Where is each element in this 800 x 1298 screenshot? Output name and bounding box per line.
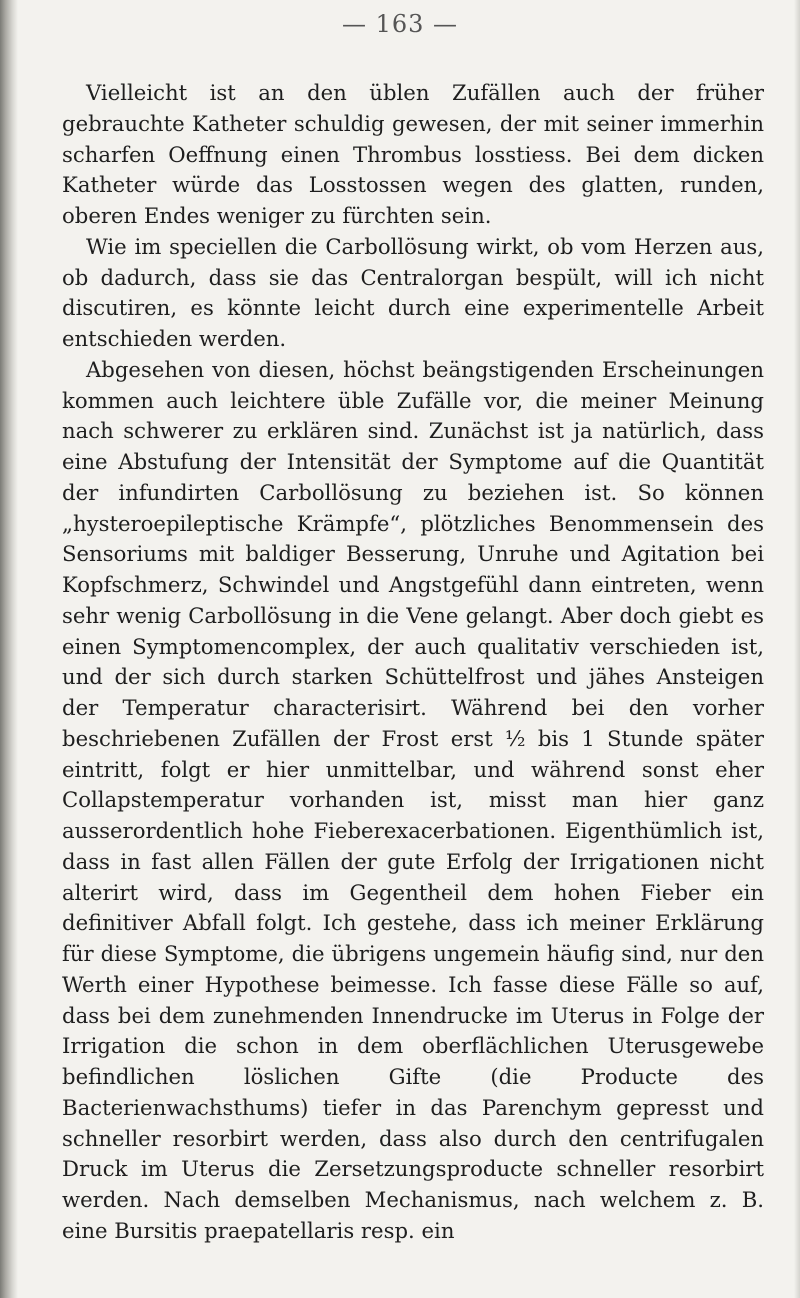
page-number: — 163 — [341,10,459,38]
paragraph-1: Vielleicht ist an den üblen Zufällen auch der früher gebrauchte Katheter schuldig gewesen, der mit seiner immerhin scharfen Oeffnung einen Thrombus losstiess. Bei dem dicken Katheter würde das Losstossen wegen des glatten, runden, oberen Endes weniger zu fürchten sein. [62,80,764,228]
page-edge [794,0,800,1298]
body-text [62,78,764,1247]
paragraph-3: Abgesehen von diesen, höchst beängstigenden Erscheinungen kommen auch leichtere üble Zufälle vor, die meiner Meinung nach schwerer zu erklären sind. Zunächst ist ja natürlich, dass eine Abstufung der Intensität der Symptome auf die Quantität der infundirten Carbollösung zu beziehen ist. So können „hysteroepileptische Krämpfe“, plötzliches Benommensein des Sensoriums mit baldiger Besserung, Unruhe und Agitation bei Kopfschmerz, Schwindel und Angstgefühl dann eintreten, wenn sehr wenig Carbollösung in die Vene gelangt. Aber doch giebt es einen Symptomencomplex, der auch qualitativ verschieden ist, und der sich durch starken Schüttelfrost und jähes Ansteigen der Temperatur characterisirt. Während bei den vorher beschriebenen Zufällen der Frost erst ½ bis 1 Stunde später eintritt, folgt er hier unmittelbar, und während sonst eher Collapstemperatur vorhanden ist, misst man hier ganz ausserordentlich hohe Fieberexacerbationen. Eigenthümlich ist, dass in fast allen Fällen der gute Erfolg der Irrigationen nicht alterirt wird, dass im Gegentheil dem hohen Fieber ein definitiver Abfall folgt. Ich gestehe, dass ich meiner Erklärung für diese Symptome, die übrigens ungemein häufig sind, nur den Werth einer Hypothese beimesse. Ich fasse diese Fälle so auf, dass bei dem zunehmenden Innendrucke im Uterus in Folge der Irrigation die schon in dem oberflächlichen Uterusgewebe befindlichen löslichen Gifte (die Producte des Bacterienwachsthums) tiefer in das Parenchym gepresst und schneller resorbirt werden, dass also durch den centrifugalen Druck im Uterus die Zersetzungsproducte schneller resorbirt werden. Nach demselben Mechanismus, nach welchem z. B. eine Bursitis praepatellaris resp. ein [62,356,764,1243]
paragraph-2: Wie im speciellen die Carbollösung wirkt, ob vom Herzen aus, ob dadurch, dass sie das Centralorgan bespült, will ich nicht discutiren, es könnte leicht durch eine experimentelle Arbeit entschieden werden. [62,233,764,351]
book-spine-shadow [0,0,18,1298]
